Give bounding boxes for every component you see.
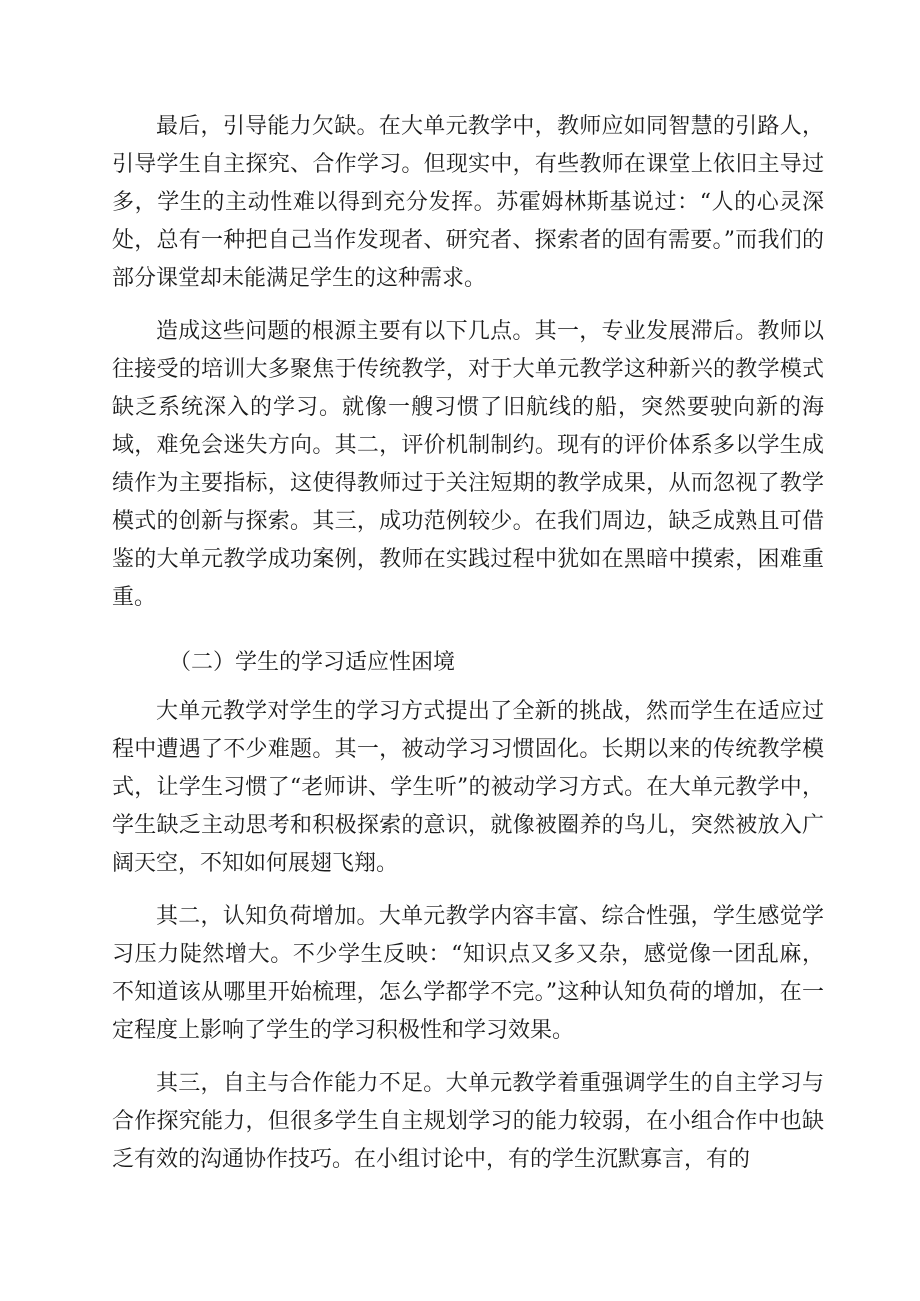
paragraph-guidance-lacking: 最后，引导能力欠缺。在大单元教学中，教师应如同智慧的引路人，引导学生自主探究、合作学习。但现实中，有些教师在课堂上依旧主导过多，学生的主动性难以得到充分发挥。苏霍姆林斯基说过：“人的心灵深处，总有一种把自己当作发现者、研究者、探索者的固有需要。”而我们的部分课堂却未能满足学生的这种需求。	[112, 114, 824, 291]
paragraph-cognitive-load: 其二，认知负荷增加。大单元教学内容丰富、综合性强，学生感觉学习压力陡然增大。不少学生反映：“知识点又多又杂，感觉像一团乱麻，不知道该从哪里开始梳理，怎么学都学不完。”这种认知负荷的增加，在一定程度上影响了学生的学习积极性和学习效果。	[112, 904, 824, 1043]
paragraph-root-causes: 造成这些问题的根源主要有以下几点。其一，专业发展滞后。教师以往接受的培训大多聚焦于传统教学，对于大单元教学这种新兴的教学模式缺乏系统深入的学习。就像一艘习惯了旧航线的船，突然要驶向新的海域，难免会迷失方向。其二，评价机制制约。现有的评价体系多以学生成绩作为主要指标，这使得教师过于关注短期的教学成果，从而忽视了教学模式的创新与探索。其三，成功范例较少。在我们周边，缺乏成熟且可借鉴的大单元教学成功案例，教师在实践过程中犹如在黑暗中摸索，困难重重。	[112, 319, 824, 610]
section-heading: （二）学生的学习适应性困境	[169, 650, 456, 675]
paragraph-passive-learning: 大单元教学对学生的学习方式提出了全新的挑战，然而学生在适应过程中遭遇了不少难题。其一，被动学习习惯固化。长期以来的传统教学模式，让学生习惯了“老师讲、学生听”的被动学习方式。在大单元教学中，学生缺乏主动思考和积极探索的意识，就像被圈养的鸟儿，突然被放入广阔天空，不知如何展翅飞翔。	[112, 699, 824, 876]
paragraph-autonomy-cooperation: 其三，自主与合作能力不足。大单元教学着重强调学生的自主学习与合作探究能力，但很多学生自主规划学习的能力较弱，在小组合作中也缺乏有效的沟通协作技巧。在小组讨论中，有的学生沉默寡言，有的	[112, 1071, 824, 1172]
document-body	[112, 108, 824, 1194]
